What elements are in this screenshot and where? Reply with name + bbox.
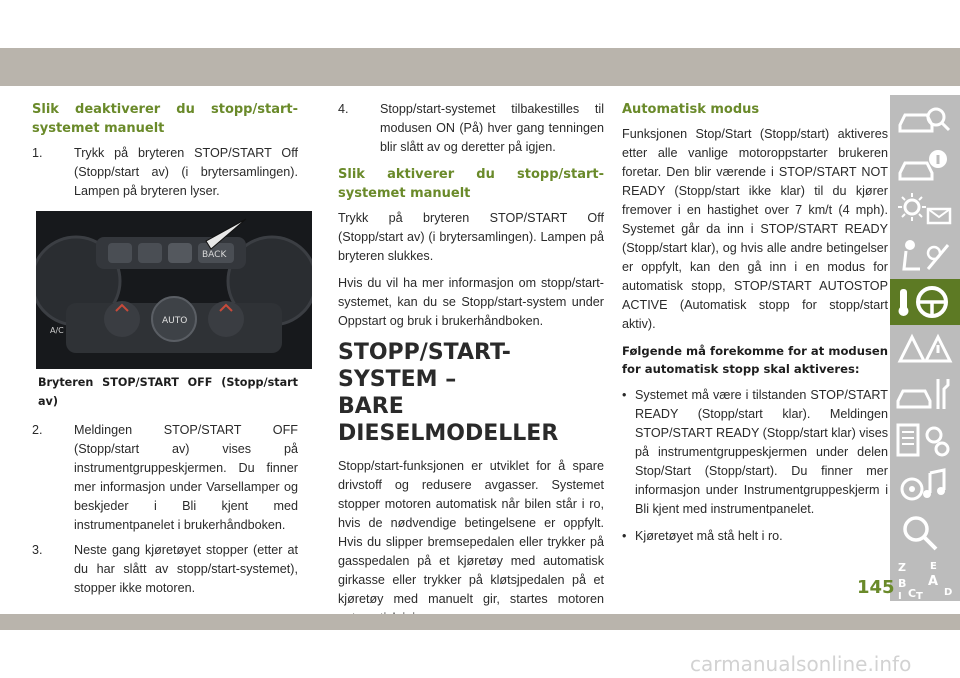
column-right — [622, 100, 888, 554]
paragraph: Trykk på bryteren STOP/START Off (Stopp/start av) (i brytersamlingen). Lampen på bryteren slukkes. — [338, 211, 604, 263]
back-label: BACK — [202, 250, 227, 260]
tab-index-search[interactable] — [890, 509, 960, 555]
tab-car-info[interactable] — [890, 141, 960, 187]
tab-warning-lights[interactable] — [890, 187, 960, 233]
list-text: Stopp/start-systemet tilbakestilles til modusen ON (På) hver gang tenningen blir slått av og deretter på igjen. — [380, 102, 604, 154]
chapter-tabs — [890, 95, 960, 601]
chapter-heading-line: BARE DIESELMODELLER — [338, 394, 559, 446]
list-text: Trykk på bryteren STOP/START Off (Stopp/start av) (i brytersamlingen). Lampen på bryteren lyser. — [74, 146, 298, 198]
tab-roadside[interactable] — [890, 325, 960, 371]
auto-label: AUTO — [162, 316, 188, 326]
list-item — [622, 527, 888, 546]
bullet-icon: • — [622, 388, 627, 402]
car-search-icon — [890, 95, 960, 141]
list-number: 2. — [32, 423, 43, 437]
list-item — [32, 144, 298, 201]
paragraph: Funksjonen Stop/Start (Stopp/start) aktiveres etter alle vanlige motoroppstarter brukeren foretar. Den blir værende i STOP/START NOT READY (Stopp/start ikke klar) til du kjører fremover i en hastighet over 7 km/t (4 mph). Systemet går da inn i STOP/START READY (Stopp/start klar), og hvis alle andre betingelser er oppfylt, kan den gå inn i en modus for automatisk stopp, STOP/START AUTOSTOP ACTIVE (Automatisk stopp for stopp/start aktiv). — [622, 127, 888, 331]
warning-lights-message-icon — [890, 187, 960, 233]
list-number: 3. — [32, 543, 43, 557]
list-text: Neste gang kjøretøyet stopper (etter at du har slått av stopp/start-systemet), stopper ikke motoren. — [74, 543, 298, 595]
page-number: 145 — [857, 577, 895, 598]
multimedia-music-icon — [890, 463, 960, 509]
list-number: 1. — [32, 146, 43, 160]
switch-bank-photo — [36, 211, 312, 369]
tab-starting-operating[interactable] — [890, 279, 960, 325]
list-number: 4. — [338, 102, 349, 116]
tab-letter: B — [898, 577, 907, 590]
roadside-warning-icon — [890, 325, 960, 371]
top-decorative-band — [0, 48, 960, 86]
list-item — [622, 386, 888, 519]
ac-label: A/C — [50, 326, 64, 335]
tab-letter: A — [928, 574, 939, 589]
column-middle — [338, 100, 604, 636]
tab-letter: T — [916, 591, 923, 601]
section-heading-enable: Slik aktiverer du stopp/start-systemet manuelt — [338, 167, 604, 201]
car-info-icon — [890, 141, 960, 187]
tab-letter: E — [930, 561, 937, 572]
index-search-icon — [890, 509, 960, 555]
bullet-icon: • — [622, 529, 627, 543]
key-steering-wheel-icon — [890, 279, 960, 325]
paragraph: Hvis du vil ha mer informasjon om stopp/start-systemet, kan du se Stopp/start-system under Oppstart og bruk i brukerhåndboken. — [338, 276, 604, 328]
tab-car-search[interactable] — [890, 95, 960, 141]
tab-language[interactable] — [890, 555, 960, 601]
language-letters-icon — [890, 555, 960, 601]
chapter-heading — [338, 339, 604, 447]
list-text: Meldingen STOP/START OFF (Stopp/start av) vises på instrumentgruppeskjermen. Du finner mer informasjon under Varsellamper og beskjeder i Bli kjent med instrumentpanelet i brukerhåndboken. — [74, 423, 298, 532]
specifications-gears-icon — [890, 417, 960, 463]
list-text: Kjøretøyet må stå helt i ro. — [635, 529, 783, 543]
tab-letter: C — [908, 587, 917, 600]
tab-letter: D — [944, 587, 953, 598]
section-heading-auto-mode: Automatisk modus — [622, 102, 760, 117]
airbag-seat-icon — [890, 233, 960, 279]
list-text: Systemet må være i tilstanden STOP/START READY (Stopp/start klar). Meldingen STOP/START READY (Stopp/start klar) vises på instrumentgruppeskjermen under delen Stop/Start (Stopp/start). Du finner mer informasjon under Instrumentgruppeskjerm i Bli kjent med instrumentpanelet. — [635, 388, 888, 516]
section-heading-disable: Slik deaktiverer du stopp/start-systemet manuelt — [32, 102, 298, 136]
list-item — [32, 421, 298, 535]
chapter-heading-line: STOPP/START-SYSTEM – — [338, 340, 511, 392]
list-item — [32, 541, 298, 598]
car-service-icon — [890, 371, 960, 417]
bold-paragraph: Følgende må forekomme for at modusen for automatisk stopp skal aktiveres: — [622, 344, 888, 376]
tab-specifications[interactable] — [890, 417, 960, 463]
column-left — [32, 100, 298, 604]
tab-airbag-seat[interactable] — [890, 233, 960, 279]
tab-letter: I — [898, 591, 902, 601]
tab-letter: Z — [898, 561, 906, 574]
bottom-decorative-band — [0, 614, 960, 630]
watermark: carmanualsonline.info — [690, 652, 912, 676]
photo-caption: Bryteren STOP/START OFF (Stopp/start av) — [38, 376, 298, 408]
tab-service[interactable] — [890, 371, 960, 417]
list-item — [338, 100, 604, 157]
paragraph: Stopp/start-funksjonen er utviklet for å spare drivstoff og redusere avgasser. Systemet stopper motoren automatisk når bilen står i ro, hvis de nødvendige betingelsene er oppfylt. Hvis du slipper bremsepedalen eller trykker på gasspedalen på et kjøretøy med automatisk girkasse eller trykker på kløtsjpedalen på et kjøretøy med manuelt gir, startes motoren — [338, 459, 604, 606]
tab-multimedia[interactable] — [890, 463, 960, 509]
